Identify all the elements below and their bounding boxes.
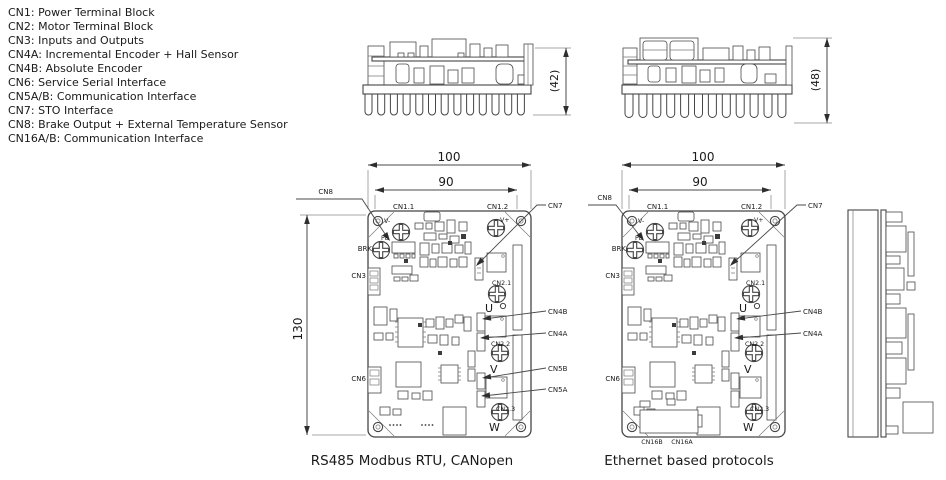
label-brk: BRK [357,245,372,253]
front-view-ethernet [544,148,844,480]
rj45-connectors [640,38,698,60]
label-v-plus: V+ [754,217,764,224]
heatsink-fins [365,94,524,115]
caption-ethernet: Ethernet based protocols [604,453,774,469]
label-cn5b: CN5B [548,365,568,373]
label-w: W [489,421,500,434]
caption-rs485: RS485 Modbus RTU, CANopen [310,453,514,469]
pcb-board [368,211,531,437]
label-cn4a: CN4A [803,330,823,338]
dim-height-42: (42) [548,69,561,93]
label-cn8: CN8 [597,194,612,202]
side-profile-view [845,198,945,446]
label-cn3: CN3 [351,272,366,280]
label-v: V [744,363,752,376]
legend-item: CN4A: Incremental Encoder + Hall Sensor [8,48,239,61]
width-dimensions [368,150,531,209]
label-cn3: CN3 [605,272,620,280]
label-cn5a: CN5A [548,386,568,394]
label-cn2-2: CN2.2 [491,341,511,348]
side-view-rs485 [338,28,588,132]
label-cn4a: CN4A [548,330,568,338]
label-cn1-2: CN1.2 [487,203,509,211]
heatsink-assembly [622,38,792,118]
width-dimensions [622,150,785,209]
label-cn1-1: CN1.1 [647,203,669,211]
dim-outer-width: 100 [437,150,461,164]
heatsink-assembly [363,39,533,115]
side-view-ethernet [603,22,845,134]
label-v-minus: V- [638,218,645,225]
legend-item: CN8: Brake Output + External Temperature Sensor [8,118,288,131]
label-cn1-1: CN1.1 [393,203,415,211]
legend-item: CN4B: Absolute Encoder [8,62,143,75]
label-pe: PE [381,235,389,242]
label-w: W [743,421,754,434]
front-view-rs485 [290,148,576,480]
label-cn2-1: CN2.1 [492,280,512,287]
height-dimension [291,215,366,435]
label-cn8: CN8 [318,188,333,196]
label-cn16a: CN16A [671,439,693,446]
label-cn7: CN7 [808,202,823,210]
label-cn2-3: CN2.3 [496,406,516,413]
legend-item: CN6: Service Serial Interface [8,76,167,89]
dim-height-48: (48) [809,68,822,92]
legend-item: CN2: Motor Terminal Block [8,20,154,33]
label-pe: PE [635,235,643,242]
label-cn7: CN7 [548,202,563,210]
legend-item: CN7: STO Interface [8,104,114,117]
label-v-plus: V+ [500,217,510,224]
legend-item: CN5A/B: Communication Interface [8,90,197,103]
label-cn2-2: CN2.2 [745,341,765,348]
dim-inner-width: 90 [438,175,454,189]
label-v: V [490,363,498,376]
dim-inner-width: 90 [692,175,708,189]
label-u: U [485,302,494,315]
label-cn6: CN6 [605,375,620,383]
dim-outer-width: 100 [691,150,715,164]
label-cn2-1: CN2.1 [746,280,766,287]
profile-drawing [848,210,933,437]
label-cn4b: CN4B [803,308,823,316]
label-v-minus: V- [384,218,391,225]
label-brk: BRK [611,245,626,253]
label-cn1-2: CN1.2 [741,203,763,211]
connector-legend [8,6,288,146]
height-dimension [533,48,571,115]
legend-item: CN3: Inputs and Outputs [8,34,144,47]
label-cn16b: CN16B [641,439,663,446]
label-cn6: CN6 [351,375,366,383]
heatsink-fins [625,94,786,118]
label-u: U [739,302,748,315]
height-dimension [793,38,832,123]
legend-item: CN1: Power Terminal Block [8,6,155,19]
label-cn2-3: CN2.3 [750,406,770,413]
legend-item: CN16A/B: Communication Interface [8,132,204,145]
label-cn4b: CN4B [548,308,568,316]
dim-height-130: 130 [291,317,305,341]
